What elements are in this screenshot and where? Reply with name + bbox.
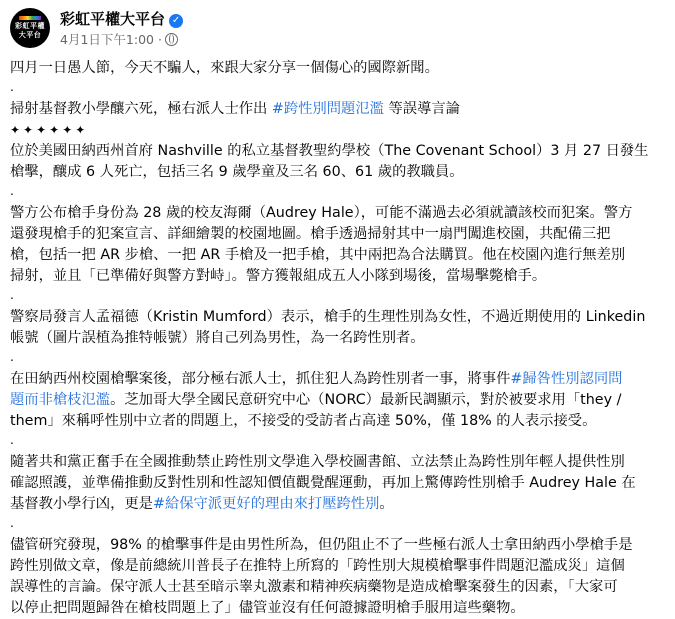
post-line: 以停止把問題歸咎在槍枝問題上了」儘管並沒有任何證據證明槍手服用這些藥物。 <box>10 600 525 616</box>
post-line: 掃射，並且「已準備好與警方對峙」。警方獲報組成五人小隊到場後，當場擊斃槍手。 <box>10 268 547 284</box>
page-name-row <box>60 8 183 29</box>
post-line <box>10 390 665 411</box>
post-paragraph <box>10 99 665 120</box>
post-dot: . <box>10 184 14 198</box>
post-line: 跨性別做文章，像是前總統川普長子在推特上所寫的「跨性別大規模槍擊事件問題氾濫成災」這個 <box>10 558 625 574</box>
hashtag-link[interactable]: #跨性別問題氾濫 <box>271 101 384 117</box>
rainbow-logo-icon <box>19 16 41 20</box>
post-dot: . <box>10 350 14 364</box>
post-line: 槍擊，釀成 6 人死亡，包括三名 9 歲學童及三名 60、61 歲的教職員。 <box>10 164 464 180</box>
post-line: them」來稱呼性別中立者的問題上，不接受的受訪者占高達 50%，僅 18% 的人表示接受。 <box>10 413 597 429</box>
text: 。 <box>379 496 394 512</box>
post-dot: . <box>10 288 14 302</box>
avatar-text-line1: 彩虹平權 <box>15 22 45 30</box>
text: 。芝加哥大學全國民意研究中心（NORC）最新民調顯示，對於被要求用「they / <box>110 392 622 408</box>
text: 掃射基督教小學釀六死，極右派人士作出 <box>10 101 268 117</box>
post-line: 帳號（圖片誤植為推特帳號）將自己列為男性，為一名跨性別者。 <box>10 330 425 346</box>
post-line: 還發現槍手的犯案宣言、詳細繪製的校園地圖。槍手透過掃射其中一扇門闖進校園，共配備三把 <box>10 226 611 242</box>
post-line <box>10 494 665 515</box>
verified-badge-icon: ✓ <box>169 14 183 28</box>
post-line: 誤導性的言論。保守派人士甚至暗示睾丸激素和精神疾病藥物是造成槍擊案發生的因素，「大家可 <box>10 579 618 595</box>
post-line: 警方公布槍手身份為 28 歲的校友海爾（Audrey Hale），可能不滿過去必須就讀該校而犯案。警方 <box>10 205 633 221</box>
post-paragraph: 四月一日愚人節，今天不騙人，來跟大家分享一個傷心的國際新聞。 <box>10 60 439 76</box>
globe-icon <box>165 33 178 46</box>
post-meta <box>60 30 178 48</box>
page-avatar[interactable] <box>10 8 50 48</box>
post-dot: . <box>10 80 14 94</box>
post-line: 確認照護，並準備推動反對性別和性認知價值觀覺醒運動，再加上驚傳跨性別槍手 Audrey Hale 在 <box>10 475 636 491</box>
post-header <box>0 0 675 52</box>
post-line: 儘管研究發現，98% 的槍擊事件是由男性所為，但仍阻止不了一些極右派人士拿田納西小學槍手是 <box>10 537 633 553</box>
post-dot: . <box>10 433 14 447</box>
hashtag-link[interactable]: #給保守派更好的理由來打壓跨性別 <box>152 496 380 512</box>
star-divider: ✦✦✦✦✦✦ <box>10 123 89 137</box>
text: 等誤導言論 <box>388 101 460 117</box>
post-line <box>10 369 665 390</box>
page-name-link[interactable]: 彩虹平權大平台 <box>60 10 166 28</box>
post-line: 槍，包括一把 AR 步槍、一把 AR 手槍及一把手槍，其中兩把為合法購買。他在校園內進行無差別 <box>10 247 626 263</box>
post-body <box>10 58 665 619</box>
post-line: 位於美國田納西州首府 Nashville 的私立基督教聖約學校（The Covenant School）3 月 27 日發生 <box>10 143 649 159</box>
hashtag-link[interactable]: 題而非槍枝氾濫 <box>10 392 111 408</box>
text: 在田納西州校園槍擊案後，部分極右派人士，抓住犯人為跨性別者一事，將事件 <box>10 371 511 387</box>
post-line: 隨著共和黨正奮手在全國推動禁止跨性別文學進入學校圖書館、立法禁止為跨性別年輕人提供性別 <box>10 454 625 470</box>
avatar-text-line2: 大平台 <box>18 31 42 39</box>
text: 基督教小學行凶，更是 <box>10 496 153 512</box>
post-timestamp[interactable]: 4月1日下午1:00 · <box>60 32 162 47</box>
post-dot: . <box>10 516 14 530</box>
post-line: 警察局發言人孟福德（Kristin Mumford）表示，槍手的生理性別為女性，不過近期使用的 Linkedin <box>10 309 646 325</box>
hashtag-link[interactable]: #歸咎性別認同問 <box>510 371 623 387</box>
